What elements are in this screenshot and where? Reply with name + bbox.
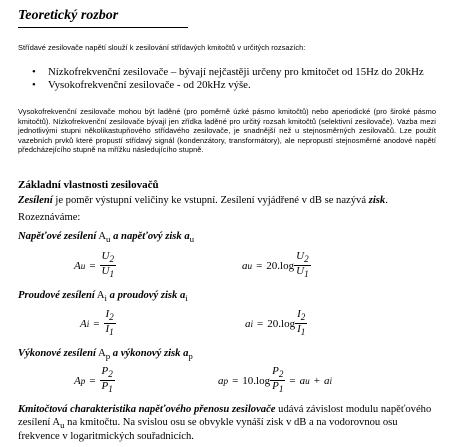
fraction <box>100 251 117 280</box>
denominator-sub: 1 <box>109 269 115 280</box>
power-gain-heading <box>18 348 193 363</box>
voltage-zisk-symbol: a <box>184 231 190 242</box>
current-zisk-formula: a i = 20.log $\frac{I_2}{I_1}$ <box>245 308 306 338</box>
definition-text: je poměr výstupní veličiny ke vstupní. Zesílení vyjádřené v dB se nazývá <box>52 195 369 206</box>
numerator: U <box>296 250 305 262</box>
closing-symbol: A <box>52 416 61 428</box>
fraction <box>100 366 115 395</box>
formula-term: a <box>299 374 306 387</box>
frequency-characteristic-paragraph <box>18 404 438 444</box>
current-gain-joiner: a proudový zisk <box>107 290 180 301</box>
list-item: • Nízkofrekvenční zesilovače – bývají nejčastěji určeny pro kmitočet od 15Hz do 20kHz <box>32 66 442 79</box>
voltage-gain-formula: A u = $\frac{U_2}{U_1}$ <box>74 250 115 280</box>
numerator-sub: 2 <box>109 312 114 323</box>
formula-lhs-sub: p <box>80 375 86 386</box>
current-gain-formula: A i = $\frac{I_2}{I_1}$ <box>80 308 114 338</box>
numerator-sub: 2 <box>304 254 309 265</box>
voltage-gain-symbol: A <box>98 231 107 242</box>
term-frequency-characteristic: Kmitočtová charakteristika napěťového přenosu zesilovače <box>18 404 276 415</box>
section-heading: Základní vlastnosti zesilovačů <box>18 179 159 191</box>
denominator: U <box>101 265 110 278</box>
denominator: P <box>272 380 279 393</box>
rozeznavame-label: Rozeznáváme: <box>18 212 81 223</box>
voltage-gain-joiner: a napěťový zisk <box>110 231 185 242</box>
power-gain-formula: A p = $\frac{P_2}{P_1}$ <box>74 365 113 395</box>
formula-term: a <box>323 374 330 387</box>
numerator-sub: 2 <box>278 369 284 380</box>
fraction <box>294 251 311 280</box>
formula-coefficient: 10.log <box>242 374 271 387</box>
current-zisk-subscript: i <box>185 293 188 304</box>
formula-coefficient: 20.log <box>267 317 296 330</box>
power-gain-symbol: A <box>98 348 106 359</box>
gain-definition <box>18 195 438 208</box>
formula-lhs-sub: u <box>247 260 253 271</box>
denominator-sub: 1 <box>108 384 113 395</box>
current-gain-heading <box>18 290 188 305</box>
denominator: I <box>297 323 301 336</box>
numerator-sub: 2 <box>300 312 306 323</box>
current-gain-label: Proudové zesílení <box>18 290 95 301</box>
formula-lhs: a <box>242 259 248 272</box>
voltage-zisk-subscript: u <box>189 234 195 245</box>
closing-text-end: na kmitočtu. Na svislou osu se obvykle vynáší zisk v dB a na vodorovnou osu frekvence v logaritmických souřadnicích. <box>18 416 398 443</box>
plus-sign: + <box>313 374 320 387</box>
current-gain-subscript: i <box>104 293 107 304</box>
title-block <box>18 8 188 28</box>
list-item: • Vysokofrekvenční zesilovače - od 20kHz výše. <box>32 79 442 92</box>
power-gain-joiner: a výkonový zisk <box>110 348 184 359</box>
numerator: U <box>101 250 110 262</box>
formula-lhs-sub: u <box>80 260 86 271</box>
numerator-sub: 2 <box>108 369 113 380</box>
formula-lhs: A <box>74 259 81 272</box>
denominator: U <box>296 265 305 278</box>
numerator: I <box>105 308 110 320</box>
formula-term-sub: i <box>329 375 332 386</box>
amplifier-types-list <box>32 66 442 91</box>
denominator-sub: 1 <box>278 384 284 395</box>
page-title: Teoretický rozbor <box>18 8 119 23</box>
power-zisk-symbol: a <box>183 348 189 359</box>
formula-lhs-sub: p <box>223 375 229 386</box>
formula-lhs: a <box>245 317 251 330</box>
power-zisk-formula: a p = 10.log $\frac{P_2}{P_1}$ = a u + a i <box>218 365 332 395</box>
numerator: P <box>101 365 109 377</box>
voltage-gain-heading <box>18 231 194 246</box>
current-gain-symbol: A <box>96 290 105 301</box>
denominator-sub: 1 <box>109 327 114 338</box>
formula-lhs-sub: i <box>250 318 254 329</box>
denominator-sub: 1 <box>300 327 306 338</box>
numerator: P <box>272 365 279 377</box>
formula-lhs: A <box>80 317 87 330</box>
description-paragraph: Vysokofrekvenční zesilovače mohou být laděné (pro poměrně úzké pásmo kmitočtů) nebo aperiodické (pro široké pásmo kmitočtů). Nízkofrekvenční zesilovače bývají jen zřídka laděné pro určitý rozsah kmitočtů (selektivní zesilovače). Vazba mezi jednotlivými stupni několikastupňového střídavého zesilovače, je snadnější než u stejnosměrných zesilovačů. Lze použít vazebních prvků které propustí střídavý signál (kondenzátory, transformátory), ale nepropustí stejnosměrné anodové napětí předcházejícího stupně na mřížku následujícího stupně. <box>18 107 436 155</box>
voltage-gain-label: Napěťové zesílení <box>18 231 97 242</box>
voltage-zisk-formula: a u = 20.log $\frac{U_2}{U_1}$ <box>242 250 309 280</box>
formula-coefficient: 20.log <box>266 259 295 272</box>
denominator-sub: 1 <box>304 269 309 280</box>
closing-symbol-sub: u <box>60 419 65 430</box>
numerator: I <box>297 308 301 320</box>
numerator-sub: 2 <box>109 254 115 265</box>
voltage-gain-subscript: u <box>106 234 111 245</box>
current-zisk-symbol: a <box>179 290 186 301</box>
formula-lhs-sub: i <box>86 318 90 329</box>
power-zisk-subscript: p <box>188 351 193 362</box>
power-gain-subscript: p <box>105 351 111 362</box>
closing-text: udává závislost modulu napěťového zesílení <box>18 404 432 428</box>
power-gain-label: Výkonové zesílení <box>18 348 96 359</box>
denominator: I <box>105 323 110 336</box>
definition-end: . <box>385 195 388 206</box>
formula-term-sub: u <box>305 375 310 386</box>
formula-lhs: A <box>74 374 81 387</box>
title-underline <box>18 27 188 28</box>
fraction <box>104 309 116 338</box>
formula-lhs: a <box>218 374 224 387</box>
denominator: P <box>101 380 109 393</box>
term-zesileni: Zesílení <box>18 195 53 206</box>
fraction <box>270 366 285 395</box>
intro-paragraph: Střídavé zesilovače napětí slouží k zesilování střídavých kmitočtů v určitých rozsazích: <box>18 43 306 52</box>
fraction <box>295 309 307 338</box>
term-zisk: zisk <box>368 195 386 206</box>
